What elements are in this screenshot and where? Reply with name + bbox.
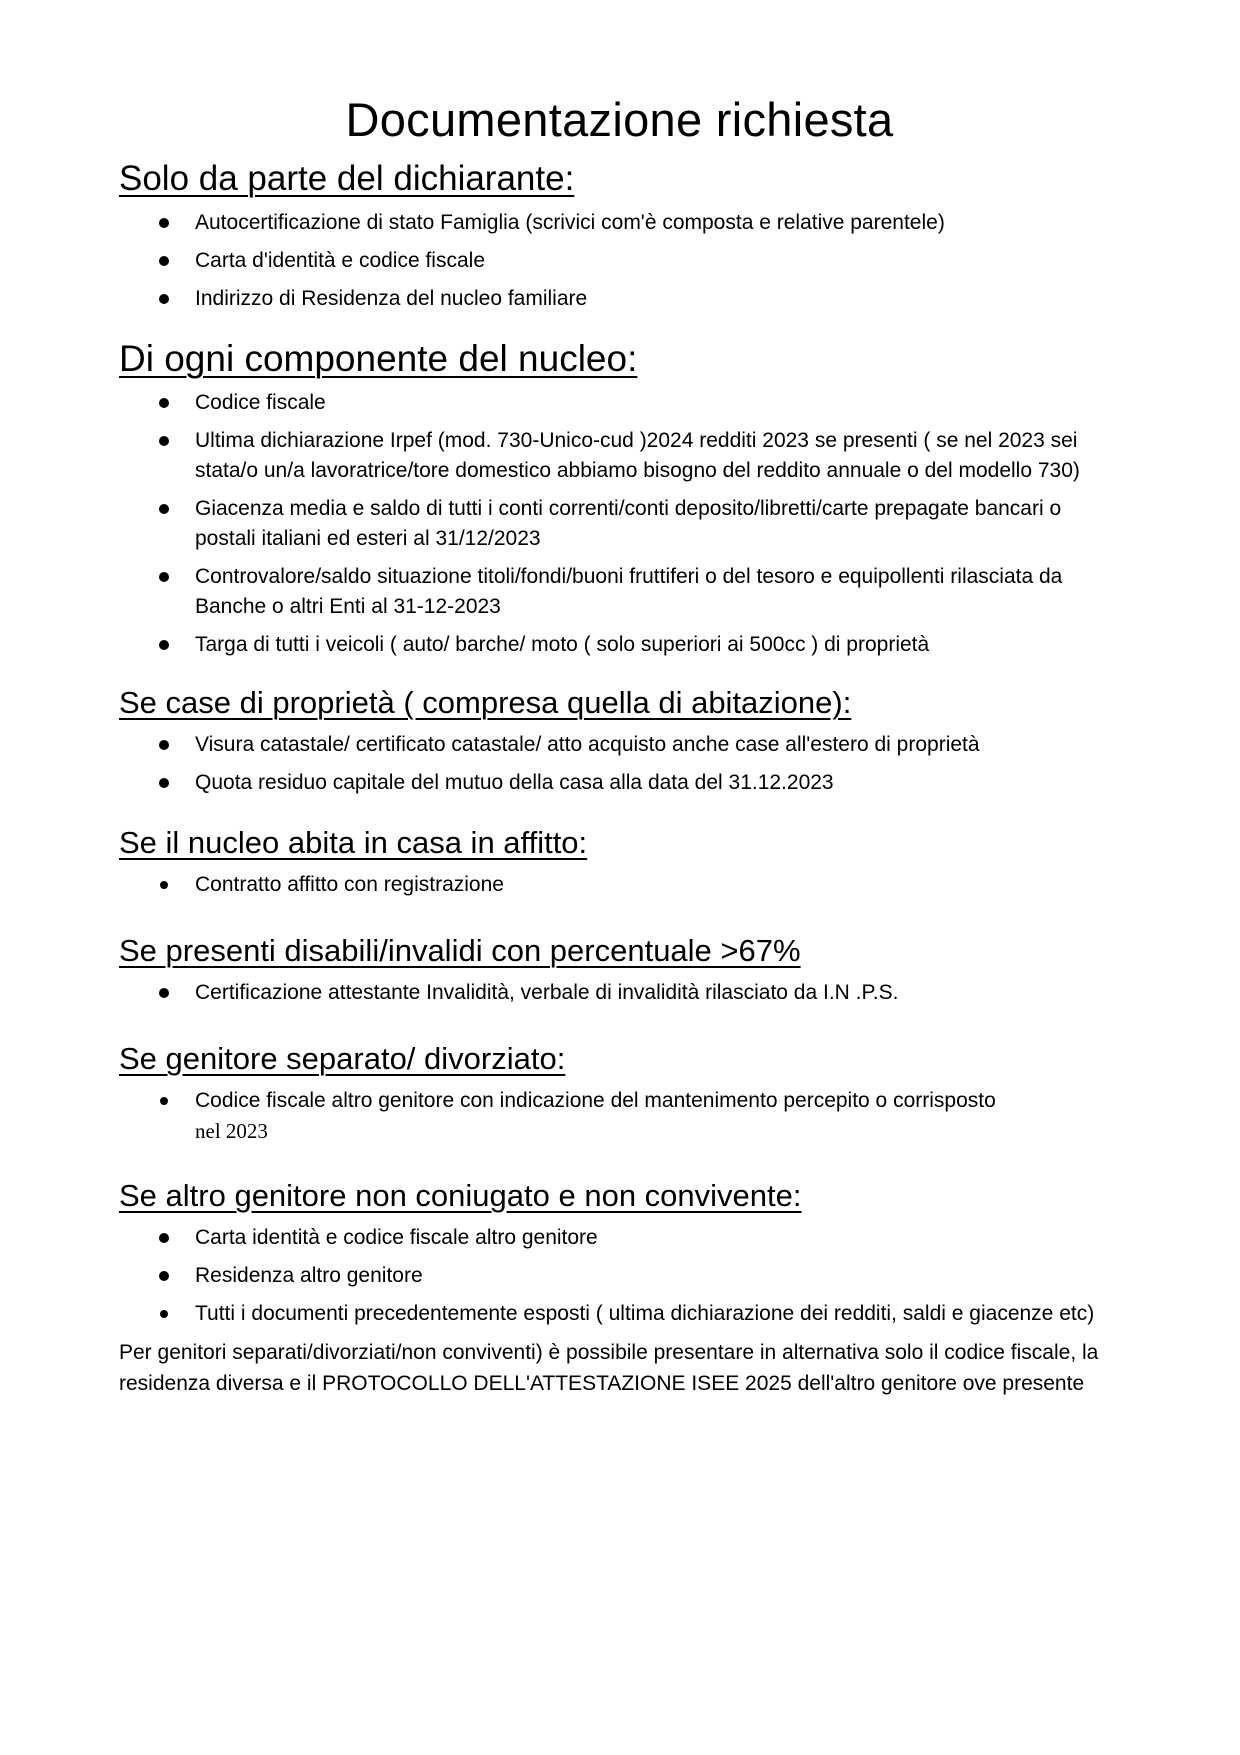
list-item [119, 284, 1120, 314]
list-item-text: Carta identità e codice fiscale altro genitore [195, 1226, 598, 1249]
list-item [119, 1086, 1120, 1147]
bullet-list [119, 1223, 1120, 1329]
list-item [119, 388, 1120, 418]
list-item [119, 562, 1120, 622]
list-item-text: Tutti i documenti precedentemente esposti ( ultima dichiarazione dei redditi, saldi e giacenze etc) [195, 1302, 1095, 1325]
bullet-list [119, 730, 1120, 798]
section-non-coniugato [119, 1175, 1120, 1399]
section-heading: Di ogni componente del nucleo: [119, 338, 638, 379]
document-title: Documentazione richiesta [345, 93, 894, 146]
bullet-icon [159, 1233, 169, 1243]
list-item [119, 246, 1120, 276]
list-item-text-continuation: nel 2023 [195, 1119, 268, 1143]
list-item [119, 1261, 1120, 1291]
section-heading: Se case di proprietà ( compresa quella di abitazione): [119, 685, 852, 720]
bullet-icon [159, 1271, 169, 1281]
bullet-icon [159, 572, 169, 582]
list-item [119, 630, 1120, 660]
bullet-icon [159, 740, 169, 750]
list-item-text: Contratto affitto con registrazione [195, 873, 504, 896]
list-item-text: Controvalore/saldo situazione titoli/fondi/buoni fruttiferi o del tesoro e equipollenti rilasciata da Banche o altri Enti al 31-12-2023 [195, 565, 1063, 618]
bullet-list [119, 978, 1120, 1008]
list-item-text: Certificazione attestante Invalidità, verbale di invalidità rilasciato da I.N .P.S. [195, 981, 899, 1004]
list-item-text: Codice fiscale [195, 391, 326, 414]
bullet-icon [159, 294, 169, 304]
section-heading: Se presenti disabili/invalidi con percentuale >67% [119, 933, 801, 968]
section-heading: Se genitore separato/ divorziato: [119, 1041, 566, 1076]
list-item-text: Autocertificazione di stato Famiglia (scrivici com'è composta e relative parentele) [195, 211, 945, 234]
bullet-icon [159, 778, 169, 788]
section-separato [119, 1038, 1120, 1147]
section-heading: Solo da parte del dichiarante: [119, 159, 575, 198]
list-item-text: Codice fiscale altro genitore con indicazione del mantenimento percepito o corrisposto [195, 1089, 996, 1112]
list-item-text: Quota residuo capitale del mutuo della casa alla data del 31.12.2023 [195, 771, 834, 794]
bullet-list [119, 870, 1120, 900]
section-affitto [119, 822, 1120, 900]
list-item [119, 978, 1120, 1008]
list-item [119, 768, 1120, 798]
bullet-icon [160, 1310, 168, 1318]
list-item [119, 494, 1120, 554]
list-item-text: Carta d'identità e codice fiscale [195, 249, 486, 272]
bullet-list [119, 208, 1120, 314]
bullet-icon [159, 218, 169, 228]
list-item-text: Ultima dichiarazione Irpef (mod. 730-Unico-cud )2024 redditi 2023 se presenti ( se nel 2023 sei stata/o un/a lavoratrice/tore domestico abbiamo bisogno del reddito annuale o del modello 730) [195, 429, 1080, 482]
list-item-text: Visura catastale/ certificato catastale/ atto acquisto anche case all'estero di proprietà [195, 733, 980, 756]
bullet-icon [159, 988, 169, 998]
bullet-icon [160, 881, 168, 889]
section-componenti [119, 336, 1120, 660]
bullet-icon [159, 436, 169, 446]
list-item-text: Targa di tutti i veicoli ( auto/ barche/ moto ( solo superiori ai 500cc ) di proprietà [195, 633, 930, 656]
list-item [119, 208, 1120, 238]
section-heading: Se altro genitore non coniugato e non convivente: [119, 1178, 802, 1213]
bullet-list [119, 1086, 1120, 1147]
bullet-icon [159, 256, 169, 266]
bullet-icon [159, 504, 169, 514]
list-item-text: Giacenza media e saldo di tutti i conti correnti/conti deposito/libretti/carte prepagate bancari o postali italiani ed esteri al 31/12/2023 [195, 497, 1062, 550]
list-item [119, 1299, 1120, 1329]
section-case-proprieta [119, 682, 1120, 798]
section-dichiarante [119, 156, 1120, 314]
closing-note: Per genitori separati/divorziati/non conviventi) è possibile presentare in alternativa solo il codice fiscale, la residenza diversa e il PROTOCOLLO DELL'ATTESTAZIONE ISEE 2025 dell'altro genitore ove presente [119, 1341, 1099, 1395]
bullet-icon [160, 1097, 168, 1105]
list-item-text: Indirizzo di Residenza del nucleo familiare [195, 287, 588, 310]
bullet-icon [159, 398, 169, 408]
bullet-list [119, 388, 1120, 660]
list-item-text: Residenza altro genitore [195, 1264, 423, 1287]
section-heading: Se il nucleo abita in casa in affitto: [119, 825, 588, 860]
list-item [119, 1223, 1120, 1253]
bullet-icon [159, 640, 169, 650]
section-disabili [119, 930, 1120, 1008]
list-item [119, 426, 1120, 486]
list-item [119, 730, 1120, 760]
list-item [119, 870, 1120, 900]
